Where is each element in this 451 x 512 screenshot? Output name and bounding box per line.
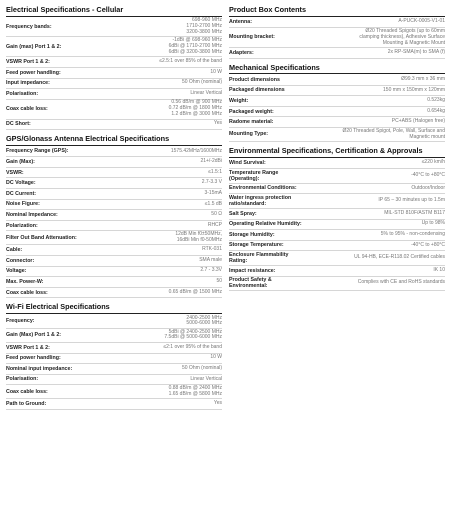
spec-row [6, 385, 222, 399]
spec-value: Up to 98% [421, 220, 445, 227]
spec-row [229, 220, 445, 231]
spec-label: Polarisation: [6, 90, 39, 97]
section-title: GPS/Glonass Antenna Electrical Specifications [6, 133, 222, 146]
spec-value: 5dBi @ 2400-2500 MHz 7.5dBi @ 5000-6000 MHz [164, 328, 222, 341]
spec-row [229, 266, 445, 277]
spec-value: SMA male [199, 256, 222, 263]
spec-value: 0.654kg [427, 107, 445, 114]
spec-label: Mounting Type: [229, 131, 269, 138]
section-title: Mechanical Specifications [229, 62, 445, 75]
spec-label: Coax cable loss: [6, 106, 48, 113]
section-title: Wi-Fi Electrical Specifications [6, 301, 222, 314]
spec-section-wi-fi-electrical-specifications [6, 301, 222, 409]
spec-label: Polarization: [6, 222, 38, 229]
spec-value: Ø20 Threaded Spigot, Pole, Wall, Surface and Magnetic mount [342, 127, 445, 140]
spec-row [6, 231, 222, 245]
spec-section-gps-glonass-antenna-electrical-specifications [6, 133, 222, 298]
spec-value: 698-960 MHz 1710-2700 MHz 3200-3800 MHz [186, 17, 222, 35]
spec-row [6, 200, 222, 211]
spec-value: 3-15mA [204, 189, 222, 196]
spec-row [229, 75, 445, 86]
spec-value: 0.56 dB/m @ 900 MHz 0.72 dB/m @ 1800 MHz 1.2 dB/m @ 3000 MHz [168, 99, 222, 118]
spec-row [6, 267, 222, 278]
spec-value: A-PUCK-0005-V1-01 [398, 18, 445, 25]
spec-label: Weight: [229, 97, 249, 104]
spec-label: Nominal Impedance: [6, 211, 58, 218]
spec-row [6, 256, 222, 267]
spec-row [6, 221, 222, 232]
spec-row [6, 147, 222, 158]
left-column [6, 4, 222, 413]
spec-label: Radome material: [229, 119, 274, 126]
spec-label: Environmental Conditions: [229, 185, 297, 192]
spec-row [6, 189, 222, 200]
spec-section-mechanical-specifications [229, 62, 445, 142]
spec-label: Product dimensions [229, 76, 280, 83]
spec-value: 10 W [210, 68, 222, 75]
spec-label: Filter Out Band Attenuation: [6, 234, 77, 241]
spec-label: Noise Figure: [6, 201, 40, 208]
spec-value: Yes [213, 400, 222, 407]
spec-value: 21+/-2dBi [200, 158, 222, 165]
spec-row [6, 277, 222, 288]
spec-label: Frequency Range (GPS): [6, 148, 69, 155]
spec-value: -1dBi @ 698-960 MHz 6dBi @ 1710-2700 MHz 6dBi @ 3200-3800 MHz [168, 37, 222, 55]
spec-label: Temperature Range (Operating): [229, 169, 279, 182]
spec-value: 5% to 95% - non-condensing [380, 230, 445, 237]
spec-row [229, 117, 445, 128]
section-title: Product Box Contents [229, 4, 445, 17]
spec-label: VSWR Port 1 & 2: [6, 59, 50, 65]
spec-value: Outdoor/Indoor [411, 184, 445, 191]
spec-label: Storage Temperature: [229, 242, 284, 249]
spec-label: Product Safety & Environmental: [229, 277, 272, 290]
spec-value: 50 Ohm (nominal) [181, 79, 222, 86]
spec-label: DC Short: [6, 121, 31, 128]
spec-value: 150 mm x 150mm x 120mm [383, 86, 445, 93]
spec-row [229, 184, 445, 195]
spec-row [229, 28, 445, 48]
spec-section-electrical-specifications-cellular [6, 4, 222, 130]
spec-row [229, 107, 445, 118]
spec-value: Yes [213, 120, 222, 127]
spec-row [229, 230, 445, 241]
spec-row [6, 343, 222, 354]
spec-row [6, 120, 222, 131]
spec-row [229, 128, 445, 142]
spec-row [6, 375, 222, 386]
spec-row [6, 399, 222, 410]
spec-label: DC Voltage: [6, 180, 36, 187]
spec-label: VSWR: [6, 169, 24, 176]
spec-label: Wind Survival: [229, 160, 266, 167]
spec-label: Frequency bands: [6, 23, 52, 30]
spec-value: IP 65 – 30 minutes up to 1.5m [378, 197, 445, 204]
spec-label: Coax cable loss: [6, 388, 48, 395]
spec-row [6, 168, 222, 179]
spec-row [6, 79, 222, 90]
spec-row [229, 277, 445, 292]
spec-label: Gain (max) Port 1 & 2: [6, 43, 62, 50]
spec-row [6, 57, 222, 68]
spec-label: Path to Ground: [6, 400, 47, 407]
spec-value: 50 Ohm (nominal) [181, 364, 222, 371]
spec-label: Storage Humidity: [229, 231, 275, 238]
spec-row [6, 364, 222, 375]
spec-row [229, 159, 445, 170]
spec-row [6, 354, 222, 365]
spec-label: Gain (Max): [6, 158, 35, 165]
spec-row [6, 89, 222, 100]
spec-label: Packaged dimensions [229, 87, 285, 94]
spec-label: Input impedance: [6, 80, 50, 87]
spec-value: 50 [216, 278, 222, 285]
spec-label: Feed power handling: [6, 69, 61, 76]
spec-row [229, 169, 445, 184]
spec-value: IK 10 [433, 266, 445, 273]
spec-label: Adapters: [229, 49, 254, 56]
spec-value: 0.88 dB/m @ 2400 MHz 1.65 dB/m @ 5800 MHz [168, 384, 222, 397]
spec-label: Mounting bracket: [229, 34, 275, 41]
spec-label: Antenna: [229, 19, 252, 26]
spec-label: DC Current: [6, 190, 37, 197]
spec-row [6, 68, 222, 79]
spec-value: 0.65 dB/m @ 1500 MHz [168, 288, 222, 295]
spec-label: Gain (Max) Port 1 & 2: [6, 332, 62, 339]
section-title: Electrical Specifications - Cellular [6, 4, 222, 17]
spec-value: -40°C to +80°C [411, 172, 445, 178]
spec-label: Impact resistance: [229, 267, 276, 274]
spec-value: 12dB Min f0±50MHz, 16dBi Min f0-50MHz [175, 231, 222, 243]
spec-value: Complies with CE and RoHS standards [357, 279, 445, 286]
spec-value: -40°C to +80°C [411, 241, 445, 248]
spec-label: Enclosure Flammability Rating: [229, 251, 289, 265]
spec-row [229, 86, 445, 97]
spec-value: 2x RP-SMA(m) to SMA (f) [387, 48, 445, 55]
spec-value: PC+ABS (Halogen free) [391, 118, 445, 125]
spec-value: Linear Vertical [190, 89, 222, 96]
right-column [229, 4, 445, 294]
spec-value: RTK-031 [202, 246, 222, 253]
spec-section-product-box-contents [229, 4, 445, 59]
spec-row [6, 37, 222, 57]
spec-label: VSWR Port 1 & 2: [6, 344, 50, 351]
spec-value: 2.7 - 3.3V [200, 267, 222, 274]
spec-label: Nominal input impedance: [6, 365, 73, 372]
spec-value: Linear Vertical [190, 375, 222, 382]
spec-label: Water ingress protection ratio/standard: [229, 194, 292, 208]
section-title: Environmental Specifications, Certification & Approvals [229, 145, 445, 158]
spec-label: Feed power handling: [6, 355, 61, 362]
spec-value: 2.7-3.3 V [201, 179, 222, 186]
spec-value: 50 Ω [211, 211, 222, 218]
spec-value: 10 W [210, 354, 222, 361]
spec-row [229, 96, 445, 107]
spec-value: ≤2:1 over 95% of the band [163, 343, 222, 350]
spec-value: ≤1.5 dB [204, 200, 222, 207]
spec-row [6, 210, 222, 221]
spec-label: Cable: [6, 247, 23, 254]
spec-value: Ø20 Threaded Spigots (up to 60mm clamping thickness), Adhesive Surface Mounting & Magnetic Mount [359, 27, 445, 46]
spec-label: Polarisation: [6, 376, 39, 383]
spec-label: Connector: [6, 257, 35, 264]
spec-value: RHCP [207, 221, 222, 228]
spec-label: Salt Spray: [229, 210, 257, 217]
spec-row [229, 18, 445, 29]
spec-value: 1575.42MHz/1600MHz [170, 147, 222, 154]
spec-label: Frequency: [6, 318, 35, 325]
spec-row [6, 100, 222, 120]
spec-label: Coax cable loss: [6, 289, 48, 296]
spec-value: ≤2.5:1 over 85% of the band [159, 58, 222, 65]
spec-row [229, 241, 445, 252]
spec-label: Operating Relative Humidity: [229, 221, 302, 228]
spec-value: UL 94-HB, ECE-R118.02 Certified cables [354, 254, 445, 261]
spec-row [229, 209, 445, 220]
spec-value: 0.523kg [427, 97, 445, 104]
spec-section-environmental-specifications-certification-approvals [229, 145, 445, 291]
spec-value: 2400-2500 MHz 5000-6000 MHz [186, 314, 222, 327]
spec-row [229, 194, 445, 209]
spec-value: Ø99.3 mm x 36 mm [401, 75, 445, 82]
spec-row [6, 157, 222, 168]
spec-row [6, 315, 222, 329]
spec-row [6, 245, 222, 256]
spec-value: MIL-STD 810F/ASTM B117 [384, 209, 445, 216]
spec-row [6, 288, 222, 299]
spec-row [229, 251, 445, 266]
spec-row [6, 178, 222, 189]
spec-label: Packaged weight: [229, 108, 274, 115]
spec-row [6, 18, 222, 38]
spec-label: Voltage: [6, 268, 27, 275]
spec-label: Max. Power-W: [6, 278, 44, 285]
spec-row [229, 48, 445, 59]
spec-value: ≤220 km/h [421, 159, 445, 166]
spec-row [6, 329, 222, 343]
spec-value: ≤1.5:1 [208, 168, 222, 175]
